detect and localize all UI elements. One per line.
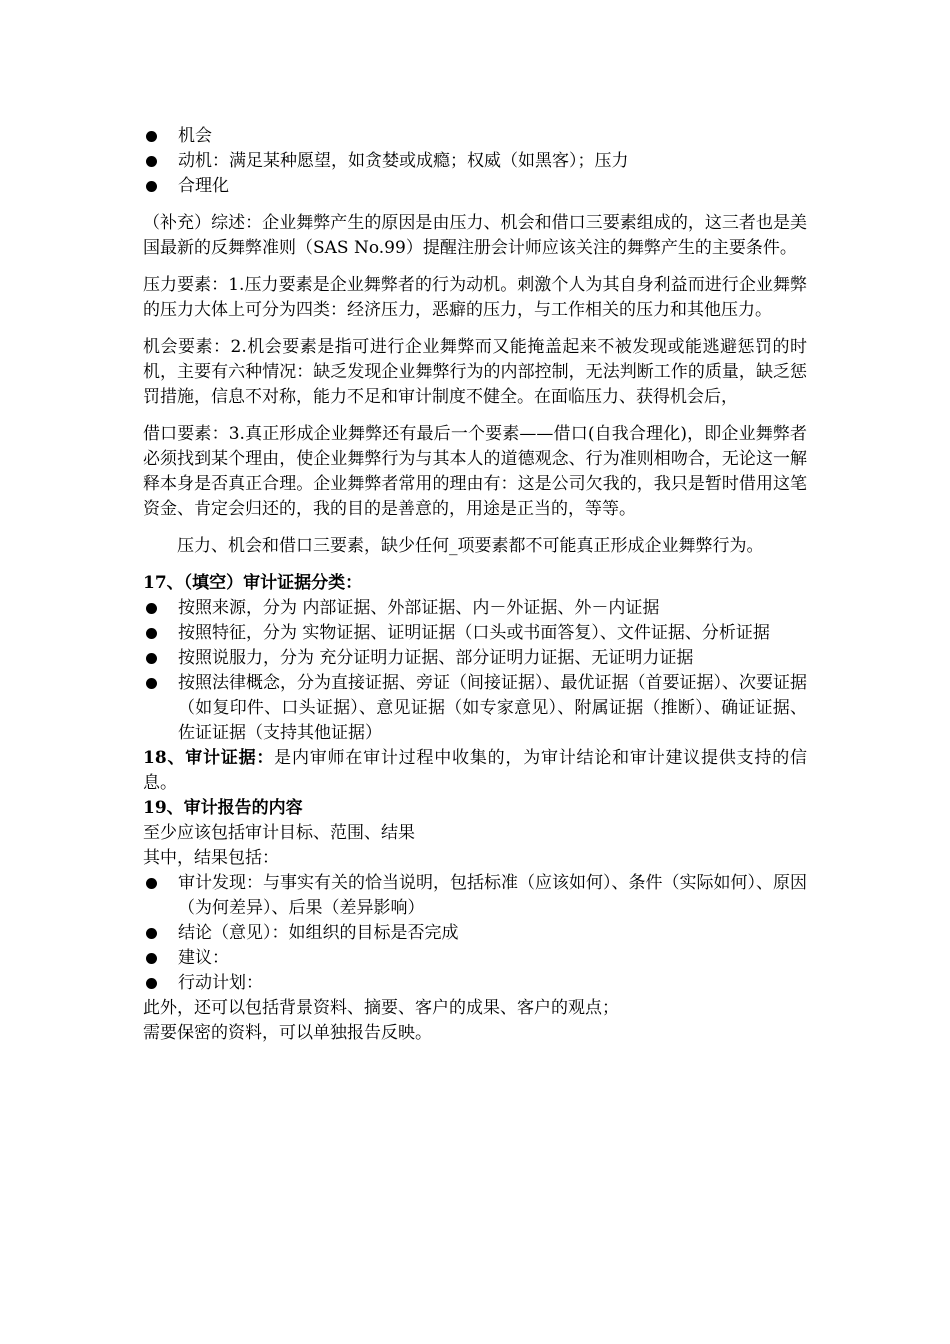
evidence-classification-list	[143, 596, 807, 746]
list-item	[143, 921, 807, 946]
list-item-text: 建议：	[178, 948, 229, 968]
list-item	[143, 671, 807, 746]
bullet-icon	[146, 678, 157, 689]
bullet-icon	[146, 928, 157, 939]
list-item	[143, 646, 807, 671]
list-item	[143, 871, 807, 921]
excuse-paragraph: 借口要素：3.真正形成企业舞弊还有最后一个要素——借口(自我合理化)，即企业舞弊者必须找到某个理由，使企业舞弊行为与其本人的道德观念、行为准则相吻合，无论这一解释本身是否真正合理。企业舞弊者常用的理由有：这是公司欠我的，我只是暂时借用这笔资金、肯定会归还的，我的目的是善意的，用途是正当的，等等。	[143, 424, 807, 519]
q19-line: 其中，结果包括：	[143, 848, 279, 868]
opportunity-paragraph: 机会要素：2.机会要素是指可进行企业舞弊而又能掩盖起来不被发现或能逃避惩罚的时机，主要有六种情况：缺乏发现企业舞弊行为的内部控制，无法判断工作的质量，缺乏惩罚措施，信息不对称，能力不足和审计制度不健全。在面临压力、获得机会后，	[143, 337, 807, 407]
list-item	[143, 946, 807, 971]
list-item-text: 按照特征，分为 实物证据、证明证据（口头或书面答复）、文件证据、分析证据	[178, 623, 770, 643]
q19-heading: 19、审计报告的内容	[143, 798, 303, 818]
q18-text: 是内审师在审计过程中收集的，为审计结论和审计建议提供支持的信息。	[143, 748, 807, 793]
list-item-text: 动机：满足某种愿望，如贪婪或成瘾；权威（如黑客）；压力	[178, 151, 629, 171]
bullet-icon	[146, 878, 157, 889]
conclusion-paragraph: 压力、机会和借口三要素，缺少任何_项要素都不可能真正形成企业舞弊行为。	[177, 536, 764, 556]
bullet-icon	[146, 156, 157, 167]
bullet-icon	[146, 628, 157, 639]
list-item-text: 合理化	[178, 176, 229, 196]
list-item	[143, 174, 807, 199]
factor-list	[143, 124, 807, 199]
list-item	[143, 124, 807, 149]
q18-label: 18、审计证据：	[143, 748, 275, 768]
bullet-icon	[146, 653, 157, 664]
bullet-icon	[146, 978, 157, 989]
q19-line: 此外，还可以包括背景资料、摘要、客户的成果、客户的观点；	[143, 998, 619, 1018]
q19-line: 需要保密的资料，可以单独报告反映。	[143, 1023, 432, 1043]
summary-paragraph: （补充）综述：企业舞弊产生的原因是由压力、机会和借口三要素组成的，这三者也是美国最新的反舞弊准则（SAS No.99）提醒注册会计师应该关注的舞弊产生的主要条件。	[143, 213, 807, 258]
report-results-list	[143, 871, 807, 996]
pressure-paragraph: 压力要素：1.压力要素是企业舞弊者的行为动机。刺激个人为其自身利益而进行企业舞弊的压力大体上可分为四类：经济压力，恶癖的压力，与工作相关的压力和其他压力。	[143, 275, 807, 320]
bullet-icon	[146, 603, 157, 614]
list-item-text: 审计发现：与事实有关的恰当说明，包括标准（应该如何）、条件（实际如何）、原因（为何差异）、后果（差异影响）	[178, 873, 807, 918]
q19-line: 至少应该包括审计目标、范围、结果	[143, 823, 415, 843]
q17-heading: 17、（填空）审计证据分类：	[143, 573, 363, 593]
list-item-text: 按照来源，分为 内部证据、外部证据、内－外证据、外－内证据	[178, 598, 660, 618]
bullet-icon	[146, 953, 157, 964]
list-item-text: 按照法律概念，分为直接证据、旁证（间接证据）、最优证据（首要证据）、次要证据（如复印件、口头证据）、意见证据（如专家意见）、附属证据（推断）、确证证据、佐证证据（支持其他证据）	[178, 673, 807, 743]
document-page	[143, 124, 807, 1046]
list-item-text: 机会	[178, 126, 212, 146]
list-item-text: 行动计划：	[178, 973, 263, 993]
bullet-icon	[146, 131, 157, 142]
list-item	[143, 149, 807, 174]
list-item-text: 结论（意见）：如组织的目标是否完成	[178, 923, 459, 943]
list-item-text: 按照说服力，分为 充分证明力证据、部分证明力证据、无证明力证据	[178, 648, 694, 668]
list-item	[143, 621, 807, 646]
list-item	[143, 971, 807, 996]
bullet-icon	[146, 181, 157, 192]
list-item	[143, 596, 807, 621]
q18-paragraph	[143, 746, 807, 796]
